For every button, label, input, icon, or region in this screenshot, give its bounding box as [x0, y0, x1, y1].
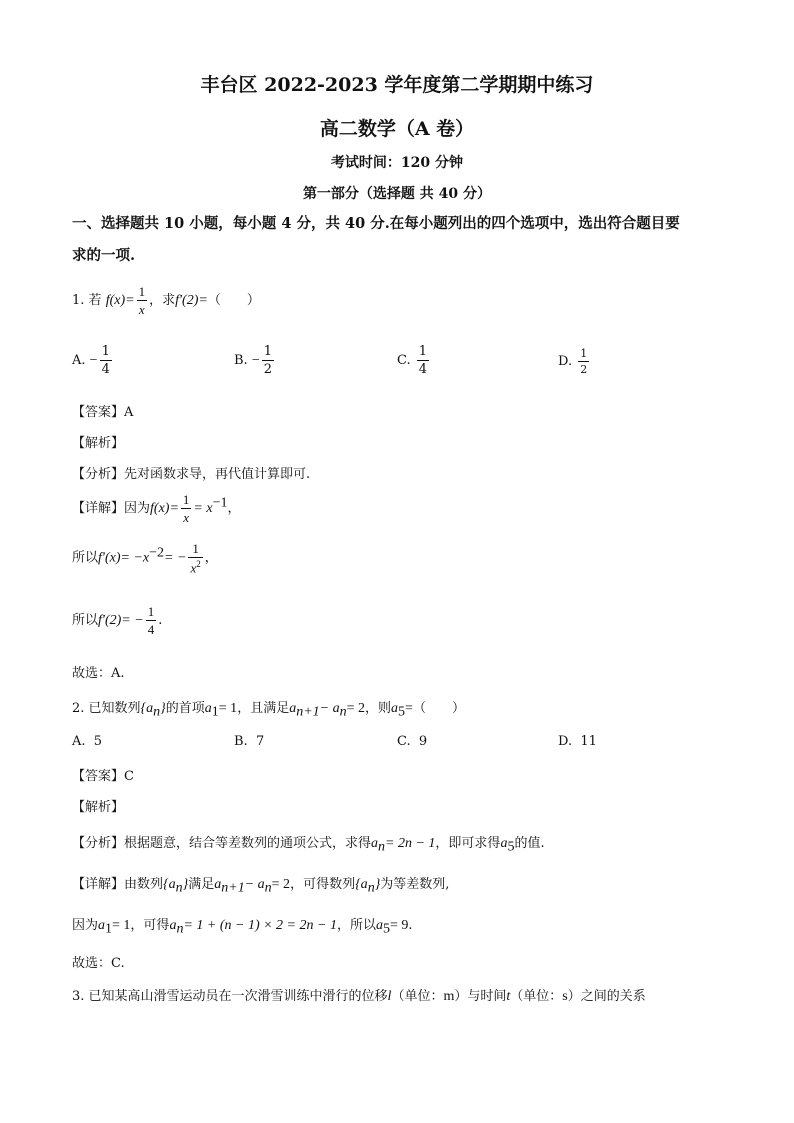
instructions-line2: 求的一项. — [72, 247, 136, 264]
a1-subscript: 1 — [105, 921, 113, 937]
recurrence-a: a — [214, 877, 222, 892]
formula-fraction — [146, 605, 157, 636]
sequence-close: } — [182, 877, 189, 892]
a5-term: a — [375, 918, 383, 933]
numerator: 1 — [182, 492, 190, 507]
denominator: 2 — [263, 362, 273, 377]
formula-mid: = − — [164, 550, 187, 566]
denominator-exponent: 2 — [196, 559, 201, 569]
numerator: 1 — [580, 347, 588, 360]
q2-jiexi-label: 【解析】 — [72, 800, 125, 815]
formula-rhs: = 2n − 1 — [385, 836, 436, 851]
ask-expression: f′(2)= — [175, 293, 208, 308]
recurrence-sub1: n+1 — [221, 880, 245, 896]
q1-option-b — [234, 345, 276, 376]
option-value: 5 — [93, 734, 103, 749]
a1-term: a — [204, 701, 212, 716]
exam-time: 考试时间：120 分钟 — [330, 155, 464, 171]
punctuation: ， — [227, 501, 241, 516]
a5-equals: = — [405, 701, 413, 716]
q1-jiexi-label: 【解析】 — [72, 436, 125, 451]
a5-term: a — [500, 836, 508, 851]
question-3-stem — [72, 985, 646, 1005]
punctuation: . — [158, 613, 163, 628]
denominator: 4 — [147, 622, 155, 637]
recurrence-equals: = 2 — [271, 877, 291, 892]
detail-label: 【详解】因为 — [72, 501, 151, 516]
sequence-subscript: n — [367, 880, 375, 896]
formula-lhs: f(x)= — [150, 501, 179, 516]
option-letter: B. — [234, 353, 248, 368]
recurrence-sub1: n+1 — [296, 704, 320, 720]
formula-fraction — [181, 493, 192, 524]
ask-prefix: ，求 — [149, 293, 176, 308]
detail-prefix: 所以 — [72, 550, 99, 566]
numerator: 1 — [147, 604, 155, 619]
option-value: 7 — [255, 734, 265, 749]
numerator: 1 — [418, 344, 428, 359]
instructions-line1: 一、选择题共 10 小题，每小题 4 分，共 40 分.在每小题列出的四个选项中，选出符合题目要 — [72, 215, 680, 232]
exam-title: 丰台区 2022-2023 学年度第二学期期中练习 — [200, 74, 594, 96]
analysis-mid: ，即可求得 — [435, 836, 501, 851]
recurrence-minus: − a — [319, 701, 340, 716]
a5-subscript: 5 — [398, 704, 406, 720]
formula-subscript: n — [378, 839, 386, 855]
denominator: 2 — [580, 363, 588, 376]
option-fraction — [578, 348, 589, 375]
q2-answer: 【答案】C — [72, 769, 134, 784]
analysis-prefix: 【分析】根据题意，结合等差数列的通项公式，求得 — [72, 836, 372, 851]
q1-detail-line2 — [72, 542, 218, 574]
a1-equals: = 1 — [112, 918, 131, 933]
detail-mid1: 满足 — [188, 877, 215, 892]
q2-detail-line1 — [72, 873, 449, 897]
formula-lhs: f′(2)= − — [98, 613, 144, 628]
exam-subject: 高二数学（A 卷） — [319, 118, 475, 140]
formula-subscript: n — [176, 921, 184, 937]
stem-mid2: ）与时间 — [454, 989, 507, 1004]
q1-option-d — [558, 348, 591, 375]
recurrence-equals: = 2 — [346, 701, 366, 716]
option-letter: C. — [397, 734, 411, 749]
denominator: x — [183, 510, 190, 525]
numerator: 1 — [101, 344, 110, 359]
q1-analysis: 【分析】先对函数求导，再代值计算即可. — [72, 467, 311, 482]
question-number: 1. 若 — [72, 293, 102, 308]
stem-mid1: （单位： — [391, 989, 444, 1004]
numerator: 1 — [138, 284, 146, 299]
analysis-end: 的值. — [514, 836, 545, 851]
q2-option-b — [234, 734, 264, 749]
condition-lhs: f(x)= — [105, 293, 135, 308]
sequence-close: } — [374, 877, 381, 892]
recurrence-minus: − a — [244, 877, 265, 892]
stem-end: ）之间的关系 — [567, 989, 646, 1004]
option-sign: − — [251, 353, 260, 368]
formula-lhs: f′(x)= −x — [98, 550, 150, 566]
detail-end: 为等差数列, — [380, 877, 450, 892]
formula-a: a — [169, 918, 177, 933]
sequence-subscript: n — [153, 704, 161, 720]
unit-second: s — [562, 989, 568, 1004]
stem-mid1: 的首项 — [165, 701, 205, 716]
a1-subscript: 1 — [211, 704, 219, 720]
denominator: 4 — [101, 362, 110, 377]
denominator — [188, 557, 202, 574]
detail-mid2: ，可得数列 — [290, 877, 356, 892]
punctuation: . — [408, 918, 413, 933]
denominator: 4 — [418, 362, 428, 377]
stem-mid3: （单位： — [510, 989, 563, 1004]
denominator: x — [138, 302, 145, 317]
denominator-base: x — [190, 560, 197, 576]
q1-option-a — [72, 345, 114, 376]
recurrence-sub2: n — [339, 704, 347, 720]
q1-detail-line3 — [72, 605, 162, 636]
sequence-subscript: n — [175, 880, 183, 896]
exponent: −2 — [149, 545, 165, 561]
sequence-open: {a — [140, 701, 154, 716]
question-1-stem — [72, 285, 260, 316]
unit-meter: m — [443, 989, 455, 1004]
option-value: 9 — [418, 734, 428, 749]
option-fraction — [262, 345, 274, 376]
stem-prefix: 3. 已知某高山滑雪运动员在一次滑雪训练中滑行的位移 — [72, 989, 388, 1004]
option-letter: A. — [72, 353, 86, 368]
formula-fraction — [188, 542, 202, 574]
detail-prefix: 所以 — [72, 613, 99, 628]
a1-term: a — [98, 918, 106, 933]
q2-detail-line2 — [72, 914, 413, 938]
recurrence-a: a — [289, 701, 297, 716]
answer-paren: （ ） — [412, 701, 465, 716]
time-symbol: t — [506, 989, 511, 1004]
formula-rhs: = x — [193, 501, 213, 516]
q2-option-d — [558, 734, 597, 749]
formula-rhs: = 1 + (n − 1) × 2 = 2n − 1 — [183, 918, 337, 933]
numerator: 1 — [192, 541, 199, 556]
detail-prefix: 【详解】由数列 — [72, 877, 164, 892]
a5-equals: = 9 — [389, 918, 409, 933]
option-fraction — [100, 345, 112, 376]
stem-prefix: 2. 已知数列 — [72, 701, 141, 716]
option-letter: B. — [234, 734, 248, 749]
q1-answer: 【答案】A — [72, 405, 134, 420]
detail-mid2: ，所以 — [336, 918, 376, 933]
q2-option-c — [397, 734, 427, 749]
q1-detail-line1 — [72, 493, 240, 524]
option-fraction — [417, 345, 429, 376]
sequence-open: {a — [163, 877, 176, 892]
part-heading: 第一部分（选择题 共 40 分） — [302, 186, 492, 202]
formula-a: a — [371, 836, 379, 851]
q2-option-a — [72, 734, 102, 749]
q2-conclusion: 故选：C. — [72, 956, 125, 971]
displacement-symbol: l — [387, 989, 392, 1004]
a5-subscript: 5 — [507, 839, 515, 855]
detail-prefix: 因为 — [72, 918, 99, 933]
detail-mid1: ，可得 — [130, 918, 170, 933]
recurrence-sub2: n — [264, 880, 272, 896]
option-sign: − — [89, 353, 98, 368]
a1-equals: = 1 — [218, 701, 238, 716]
question-2-stem — [72, 697, 465, 721]
condition-fraction — [137, 285, 148, 316]
a5-term: a — [391, 701, 399, 716]
numerator: 1 — [263, 344, 273, 359]
a5-subscript: 5 — [382, 921, 390, 937]
stem-mid2: ，且满足 — [237, 701, 290, 716]
q1-conclusion: 故选：A. — [72, 666, 125, 681]
sequence-close: } — [160, 701, 166, 716]
option-letter: C. — [397, 353, 411, 368]
option-letter: D. — [558, 354, 573, 369]
stem-mid3: ，则 — [365, 701, 392, 716]
option-letter: A. — [72, 734, 86, 749]
punctuation: ， — [204, 550, 218, 566]
option-value: 11 — [580, 734, 597, 749]
q2-analysis — [72, 832, 545, 856]
sequence-open: {a — [355, 877, 368, 892]
q1-option-c — [397, 345, 431, 376]
option-letter: D. — [558, 734, 573, 749]
exponent: −1 — [212, 495, 228, 511]
answer-paren: （ ） — [207, 293, 260, 308]
